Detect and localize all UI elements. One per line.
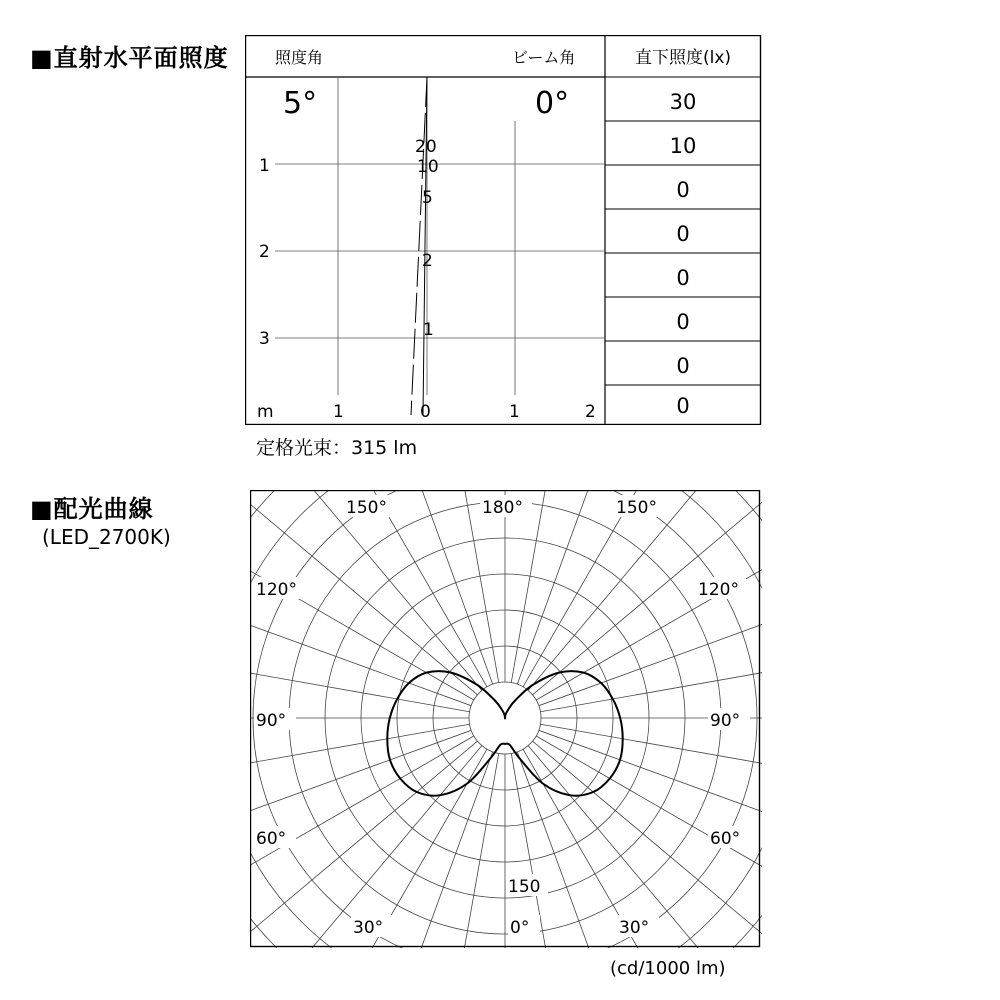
distance-label-3: 3 xyxy=(259,329,270,349)
center-lux-7: 0 xyxy=(676,394,690,418)
polar-spoke xyxy=(250,724,470,822)
rated-flux: 定格光束：315 lm xyxy=(256,437,418,459)
polar-spoke xyxy=(250,513,471,706)
light-distribution-heading: ■配光曲線 xyxy=(30,495,154,523)
curve-label-10: 10 xyxy=(417,157,439,177)
center-lux-6: 0 xyxy=(676,354,690,378)
center-lux-4: 0 xyxy=(676,266,690,290)
curve-label-1: 1 xyxy=(423,320,434,340)
label-90-right: 90° xyxy=(710,711,741,731)
illum-angle-value: 5° xyxy=(283,86,318,121)
center-lux-5: 0 xyxy=(676,310,690,334)
candela-unit: (cd/1000 lm) xyxy=(610,958,726,979)
label-150-left: 150° xyxy=(346,498,387,518)
center-lux-1: 10 xyxy=(669,134,697,158)
label-30-right: 30° xyxy=(619,918,650,938)
radial-value-label: 150 xyxy=(508,877,541,897)
curve-label-2: 2 xyxy=(422,251,433,271)
illuminance-diagram xyxy=(245,35,765,425)
label-30-left: 30° xyxy=(353,918,384,938)
header-center-lux: 直下照度(lx) xyxy=(634,48,732,68)
polar-spoke xyxy=(511,490,609,683)
label-120-right: 120° xyxy=(698,580,739,600)
header-beam-angle: ビーム角 xyxy=(512,48,576,67)
curve-label-5: 5 xyxy=(422,188,433,208)
label-60-left: 60° xyxy=(256,829,287,849)
distance-grid xyxy=(275,77,605,395)
header-illum-angle: 照度角 xyxy=(275,48,324,67)
label-90-left: 90° xyxy=(256,711,287,731)
distance-label-2: 2 xyxy=(259,242,270,262)
x-axis-unit: m xyxy=(257,402,274,422)
beam-lines xyxy=(411,77,427,415)
x-tick-1-right: 1 xyxy=(509,402,520,422)
center-lux-2: 0 xyxy=(676,178,690,202)
distance-label-1: 1 xyxy=(259,156,270,176)
x-tick-2: 2 xyxy=(585,402,596,422)
label-150-right: 150° xyxy=(616,498,657,518)
label-0: 0° xyxy=(510,918,530,938)
x-tick-0: 0 xyxy=(420,402,431,422)
center-lux-3: 0 xyxy=(676,222,690,246)
x-tick-1-left: 1 xyxy=(333,402,344,422)
center-lux-0: 30 xyxy=(669,90,697,114)
polar-labels xyxy=(254,495,750,938)
direct-illuminance-heading: ■直射水平面照度 xyxy=(30,44,229,72)
light-distribution-subheading: (LED_2700K) xyxy=(42,525,171,549)
polar-chart xyxy=(250,490,762,948)
beam-angle-value: 0° xyxy=(535,86,570,121)
curve-label-20: 20 xyxy=(415,137,437,157)
label-180: 180° xyxy=(482,498,523,518)
polar-spoke xyxy=(250,614,470,712)
polar-spoke xyxy=(401,490,499,683)
label-120-left: 120° xyxy=(256,580,297,600)
label-60-right: 60° xyxy=(710,829,741,849)
polar-spoke xyxy=(539,513,762,706)
